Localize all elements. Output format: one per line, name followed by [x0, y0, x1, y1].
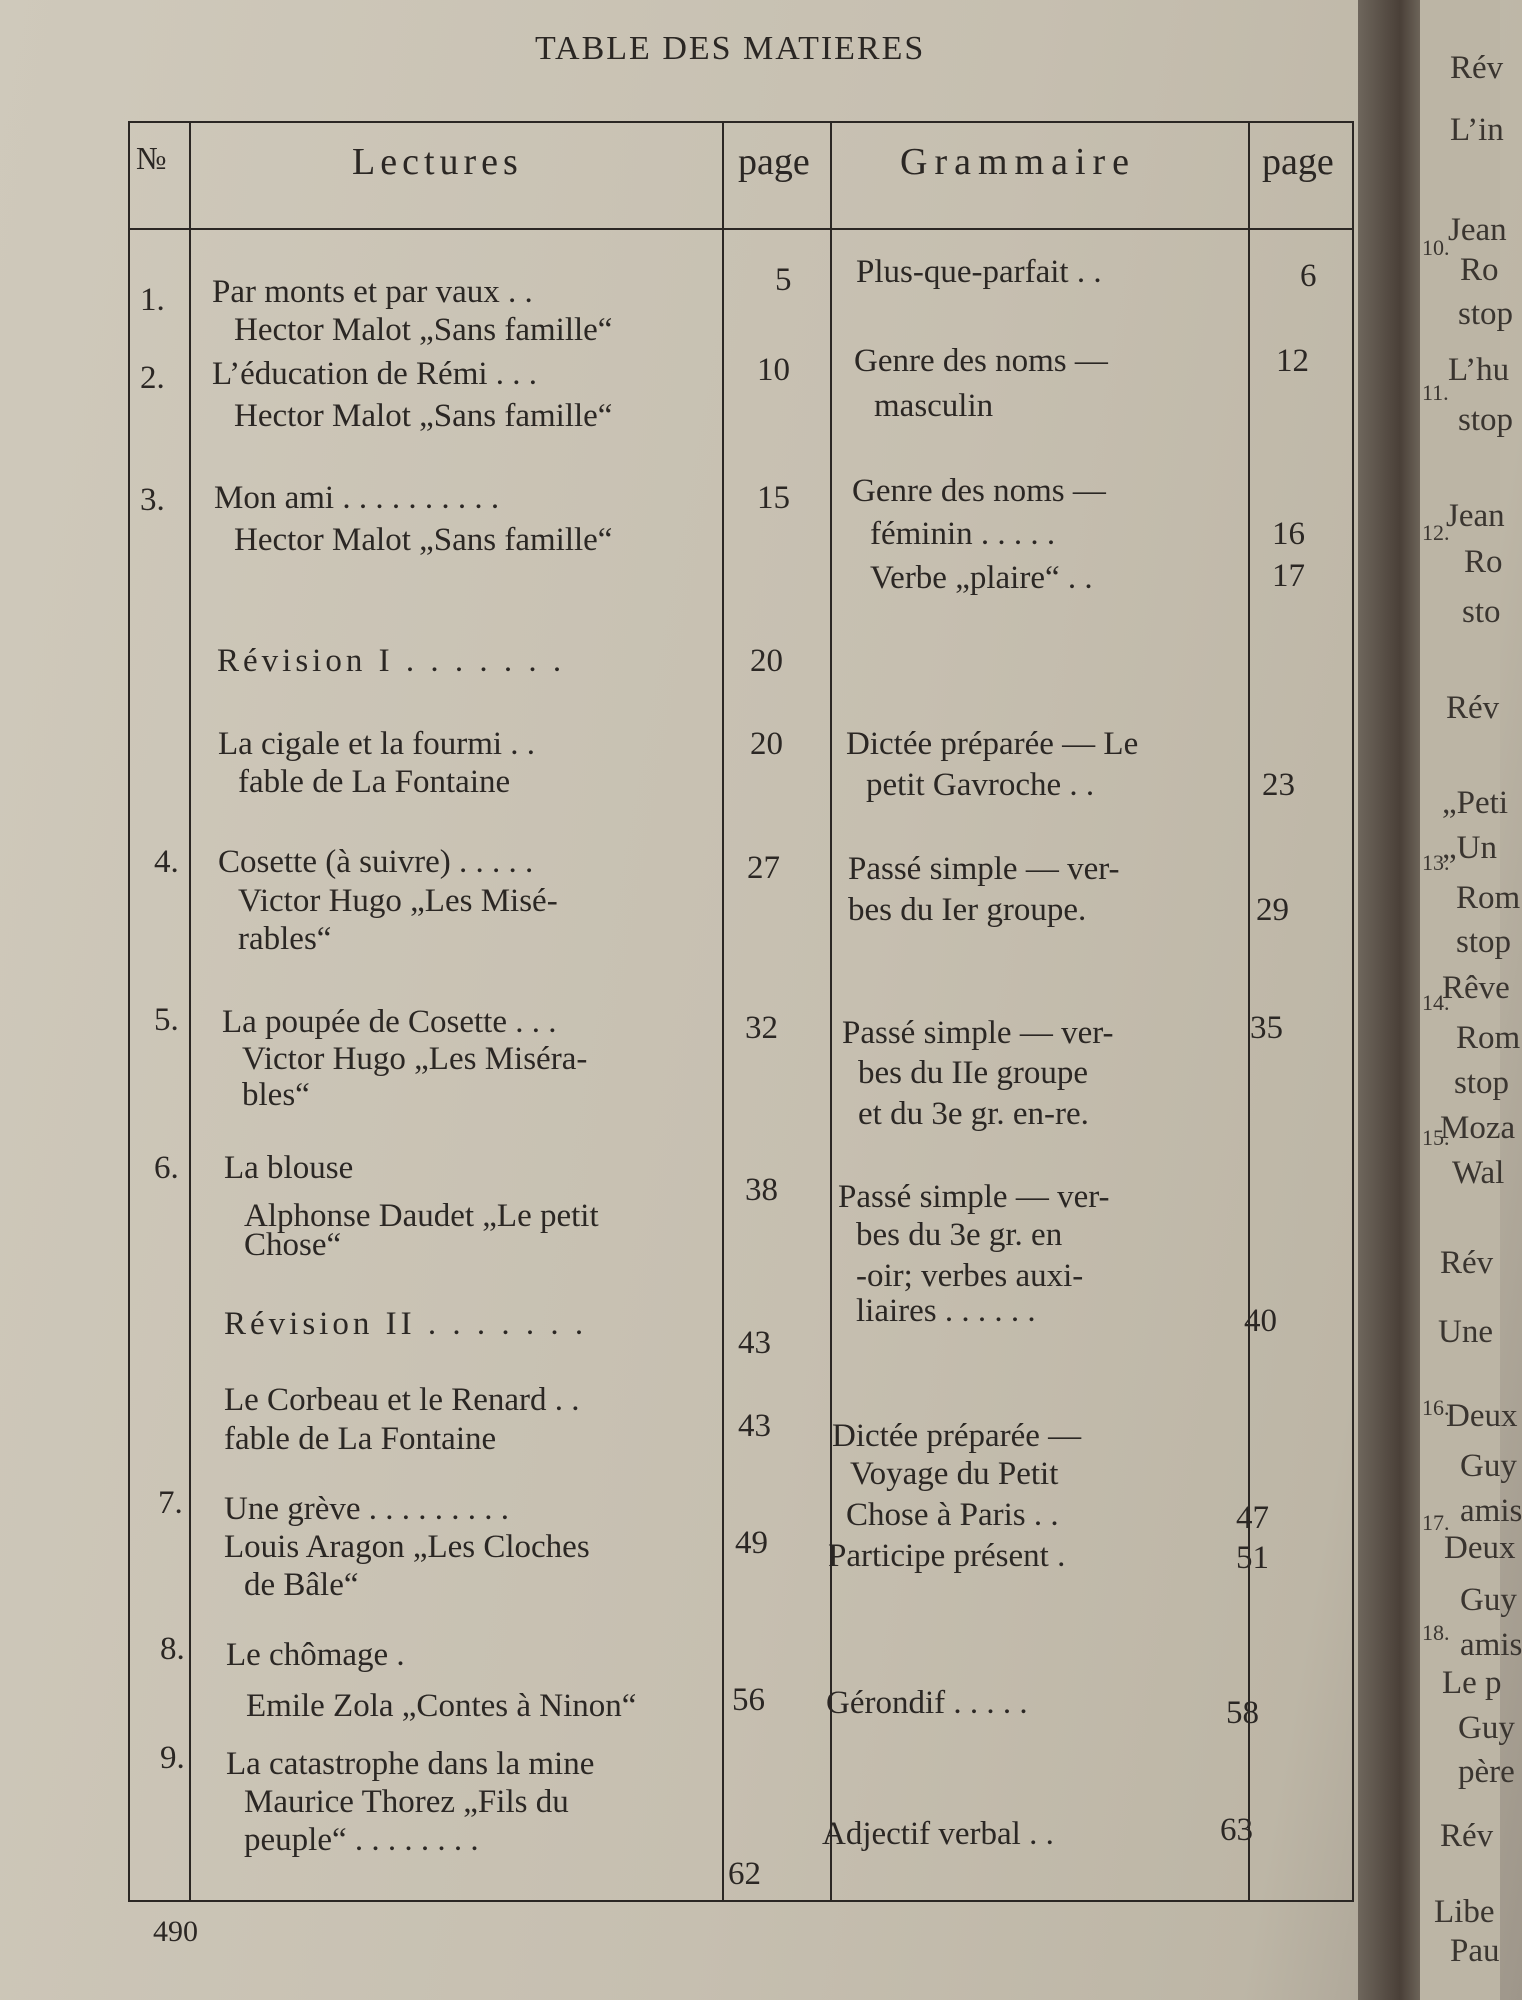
table-bottom-border [128, 1900, 1354, 1902]
column-divider [189, 121, 191, 1901]
grammar-page: 29 [1256, 892, 1289, 928]
column-divider [722, 121, 724, 1901]
header-page-lectures: page [738, 141, 810, 183]
lecture-author: de Bâle“ [244, 1567, 359, 1603]
lecture-title: La cigale et la fourmi . . [218, 726, 536, 762]
lecture-author: peuple“ . . . . . . . . [244, 1822, 479, 1858]
column-divider [1352, 121, 1354, 1901]
facing-entry-number: 13. [1422, 850, 1450, 875]
header-divider [128, 228, 1354, 230]
facing-text: stop [1458, 402, 1514, 438]
lecture-page: 56 [732, 1682, 765, 1718]
lecture-title: Par monts et par vaux . . [212, 274, 533, 310]
facing-text: Le p [1442, 1665, 1502, 1701]
facing-text: Rom [1456, 880, 1521, 916]
lecture-title: L’éducation de Rémi . . . [212, 356, 538, 392]
facing-text: Rév [1450, 50, 1504, 86]
grammar-topic: Voyage du Petit [850, 1456, 1059, 1492]
facing-text: Rom [1456, 1020, 1521, 1056]
facing-text: Guy [1460, 1582, 1517, 1618]
grammar-page: 35 [1250, 1010, 1283, 1046]
lecture-author: Maurice Thorez „Fils du [244, 1784, 569, 1820]
lecture-title: Mon ami . . . . . . . . . . [214, 480, 500, 516]
facing-entry-number: 17. [1422, 1510, 1450, 1535]
lecture-page: 10 [757, 352, 790, 388]
grammar-page: 47 [1236, 1500, 1269, 1536]
grammar-page: 40 [1244, 1303, 1277, 1339]
facing-entry-number: 16. [1422, 1395, 1450, 1420]
lecture-page: 5 [775, 262, 792, 298]
facing-entry-number: 15. [1422, 1125, 1450, 1150]
lecture-page: 20 [750, 726, 783, 762]
lecture-page: 15 [757, 480, 790, 516]
grammar-topic: bes du IIe groupe [858, 1055, 1089, 1091]
entry-number: 8. [160, 1631, 185, 1667]
lecture-title: La poupée de Cosette . . . [222, 1004, 557, 1040]
facing-text: Jean [1446, 498, 1505, 534]
facing-entry-number: 10. [1422, 235, 1450, 260]
revision-title: Révision II . . . . . . . [224, 1306, 588, 1342]
facing-text: stop [1456, 924, 1512, 960]
entry-number: 1. [140, 282, 165, 318]
lecture-author: Louis Aragon „Les Cloches [224, 1529, 590, 1565]
grammar-topic: Genre des noms — [854, 343, 1108, 379]
lecture-page: 62 [728, 1856, 761, 1892]
table-top-border [128, 121, 1354, 123]
entry-number: 4. [154, 844, 179, 880]
grammar-topic: masculin [874, 388, 994, 424]
lecture-title: Le Corbeau et le Renard . . [224, 1382, 580, 1418]
entry-number: 9. [160, 1740, 185, 1776]
grammar-topic: Dictée préparée — Le [846, 726, 1139, 762]
grammar-topic: Chose à Paris . . [846, 1497, 1059, 1533]
facing-text: amis [1460, 1493, 1522, 1529]
lecture-author: Hector Malot „Sans famille“ [234, 398, 613, 434]
lecture-page: 43 [738, 1325, 771, 1361]
entry-number: 3. [140, 482, 165, 518]
facing-text: Wal [1452, 1155, 1505, 1191]
lecture-author: Emile Zola „Contes à Ninon“ [246, 1688, 637, 1724]
facing-text: Rév [1440, 1818, 1494, 1854]
grammar-topic: liaires . . . . . . [856, 1293, 1036, 1329]
lecture-author: fable de La Fontaine [224, 1421, 497, 1457]
page-title: TABLE DES MATIERES [535, 30, 926, 67]
facing-text: Guy [1460, 1448, 1517, 1484]
facing-entry-number: 12. [1422, 520, 1450, 545]
lecture-author: Victor Hugo „Les Miséra- [242, 1041, 588, 1077]
facing-text: Rév [1440, 1245, 1494, 1281]
lecture-page: 38 [745, 1172, 778, 1208]
grammar-topic: et du 3e gr. en-re. [858, 1096, 1089, 1132]
column-divider [128, 121, 130, 1901]
facing-text: stop [1454, 1065, 1510, 1101]
entry-number: 6. [154, 1150, 179, 1186]
grammar-topic: Passé simple — ver- [842, 1015, 1114, 1051]
facing-entry-number: 11. [1422, 380, 1449, 405]
grammar-page: 12 [1276, 343, 1309, 379]
facing-text: Rêve [1442, 970, 1510, 1006]
grammar-page: 17 [1272, 558, 1305, 594]
lecture-author: bles“ [242, 1077, 310, 1113]
facing-text: père [1458, 1754, 1515, 1790]
grammar-topic: bes du Ier groupe. [848, 892, 1087, 928]
lecture-author: Victor Hugo „Les Misé- [238, 883, 558, 919]
facing-text: Moza [1440, 1110, 1516, 1146]
facing-text: Une [1438, 1314, 1493, 1350]
grammar-topic: Dictée préparée — [832, 1418, 1082, 1454]
facing-text: Guy [1458, 1710, 1515, 1746]
facing-text: Deux [1446, 1398, 1518, 1434]
lecture-page: 32 [745, 1010, 778, 1046]
grammar-topic: féminin . . . . . [870, 516, 1056, 552]
lecture-title: Une grève . . . . . . . . . [224, 1491, 510, 1527]
lecture-author: Hector Malot „Sans famille“ [234, 312, 613, 348]
grammar-topic: Gérondif . . . . . [826, 1685, 1028, 1721]
lecture-page: 27 [747, 850, 780, 886]
facing-text: Libe [1434, 1894, 1495, 1930]
facing-entry-number: 14. [1422, 990, 1450, 1015]
grammar-topic: Genre des noms — [852, 473, 1106, 509]
grammar-topic: Plus-que-parfait . . [856, 254, 1102, 290]
header-page-grammaire: page [1262, 141, 1334, 183]
facing-text: „Un [1442, 830, 1497, 866]
facing-text: Ro [1464, 544, 1503, 580]
column-divider [830, 121, 832, 1901]
facing-text: stop [1458, 296, 1514, 332]
grammar-page: 51 [1236, 1540, 1269, 1576]
header-grammaire: Grammaire [900, 141, 1137, 183]
facing-text: Pau [1450, 1933, 1500, 1969]
lecture-page: 43 [738, 1408, 771, 1444]
lecture-author: fable de La Fontaine [238, 764, 511, 800]
grammar-page: 16 [1272, 516, 1305, 552]
facing-text: sto [1462, 594, 1501, 630]
lecture-title: Le chômage . [226, 1637, 405, 1673]
grammar-page: 23 [1262, 767, 1295, 803]
entry-number: 7. [158, 1485, 183, 1521]
header-number: № [136, 140, 167, 176]
grammar-topic: Verbe „plaire“ . . [870, 560, 1093, 596]
grammar-topic: bes du 3e gr. en [856, 1217, 1063, 1253]
grammar-topic: Passé simple — ver- [838, 1179, 1110, 1215]
lecture-page: 20 [750, 643, 783, 679]
grammar-topic: Passé simple — ver- [848, 851, 1120, 887]
facing-entry-number: 18. [1422, 1620, 1450, 1645]
grammar-topic: Adjectif verbal . . [822, 1816, 1054, 1852]
grammar-topic: -oir; verbes auxi- [856, 1258, 1084, 1294]
revision-title: Révision I . . . . . . . [217, 643, 566, 679]
facing-text: Ro [1460, 252, 1499, 288]
entry-number: 5. [154, 1002, 179, 1038]
facing-text: amis [1460, 1627, 1522, 1663]
grammar-page: 58 [1226, 1695, 1259, 1731]
facing-page [1420, 0, 1522, 2000]
facing-text: L’hu [1448, 352, 1510, 388]
lecture-page: 49 [735, 1525, 768, 1561]
facing-text: Rév [1446, 690, 1500, 726]
facing-text: Deux [1444, 1530, 1516, 1566]
lecture-title: La catastrophe dans la mine [226, 1746, 595, 1782]
header-lectures: Lectures [352, 141, 523, 183]
lecture-author: Alphonse Daudet „Le petit [244, 1198, 599, 1234]
facing-text: L’in [1450, 112, 1504, 148]
facing-text: „Peti [1442, 785, 1508, 821]
grammar-page: 6 [1300, 258, 1317, 294]
grammar-page: 63 [1220, 1812, 1253, 1848]
lecture-author: rables“ [238, 921, 332, 957]
entry-number: 2. [140, 360, 165, 396]
page-number: 490 [153, 1915, 198, 1948]
book-gutter-shadow [1358, 0, 1428, 2000]
grammar-topic: Participe présent . [828, 1538, 1066, 1574]
lecture-author: Hector Malot „Sans famille“ [234, 522, 613, 558]
lecture-author: Chose“ [244, 1227, 342, 1263]
lecture-title: La blouse [224, 1150, 354, 1186]
grammar-topic: petit Gavroche . . [866, 767, 1095, 803]
lecture-title: Cosette (à suivre) . . . . . [218, 844, 534, 880]
facing-text: Jean [1448, 212, 1507, 248]
